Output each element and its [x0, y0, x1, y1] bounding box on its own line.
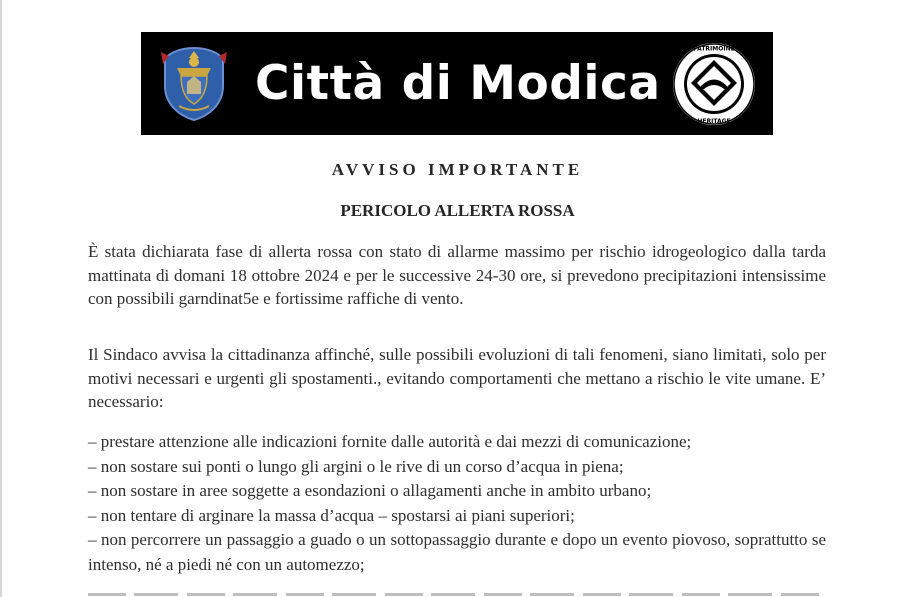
svg-text:PATRIMOINE: PATRIMOINE: [693, 45, 735, 53]
city-title: Città di Modica: [255, 56, 661, 111]
svg-text:HERITAGE: HERITAGE: [697, 118, 731, 125]
list-item: – non sostare sui ponti o lungo gli argini o le rive di un corso d’acqua in piena;: [88, 456, 624, 476]
list-item: – non tentare di arginare la massa d’acqua – spostarsi ai piani superiori;: [88, 505, 575, 525]
truncated-text-line: [88, 589, 826, 597]
city-banner: [141, 32, 773, 135]
mayor-paragraph: Il Sindaco avvisa la cittadinanza affinché, sulle possibili evoluzioni di tali fenomeni, siano limitati, solo per motivi necessari e urgenti gli spostamenti., evitando comportamenti che mettano a rischio le vite umane. E’ necessario:: [88, 345, 826, 412]
list-item: – prestare attenzione alle indicazioni fornite dalle autorità e dai mezzi di comunicazione;: [88, 432, 692, 451]
crest-icon: [159, 46, 229, 122]
list-item: – non sostare in aree soggette a esondazioni o allagamenti anche in ambito urbano;: [88, 481, 652, 501]
intro-paragraph: È stata dichiarata fase di allerta rossa con stato di allarme massimo per rischio idrogeologico dalla tarda mattinata di domani 18 ottobre 2024 e per le successive 24-30 ore, si prevedono precipitazioni intensissime con possibili garndinat5e e fortissime raffiche di vento.: [88, 242, 826, 309]
notice-subheading: PERICOLO ALLERTA ROSSA: [340, 201, 575, 220]
precautions-list: [88, 430, 826, 578]
page-edge: [0, 0, 2, 597]
unesco-emblem-icon: [671, 41, 757, 127]
notice-heading: AVVISO IMPORTANTE: [331, 160, 584, 179]
list-item: – non percorrere un passaggio a guado o un sottopassaggio durante e dopo un evento piovoso, soprattutto se intenso, né a piedi né con un automezzo;: [88, 530, 826, 574]
